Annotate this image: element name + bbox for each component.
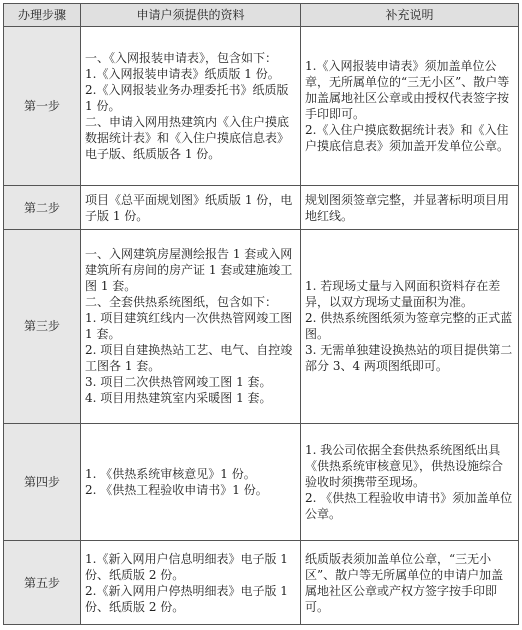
materials-line: 2. 项目自建换热站工艺、电气、自控竣工图各 1 套。 bbox=[85, 343, 293, 374]
step-cell: 第五步 bbox=[4, 541, 81, 625]
materials-line: 一、入网建筑房屋测绘报告 1 套或入网建筑所有房间的房产证 1 套或建施竣工图 1 套。 bbox=[85, 247, 293, 294]
notes-cell bbox=[301, 541, 519, 625]
materials-line: 二、申请入网用热建筑内《入住户摸底数据统计表》和《入住户摸底信息表》电子版、纸质版各 1 份。 bbox=[85, 115, 290, 162]
notes-cell bbox=[301, 27, 519, 186]
table-row bbox=[4, 27, 519, 186]
materials-cell bbox=[81, 27, 301, 186]
materials-cell bbox=[81, 423, 301, 541]
step-cell: 第三步 bbox=[4, 230, 81, 423]
materials-line: 1.《入网报装申请表》纸质版 1 份。 bbox=[85, 67, 280, 82]
notes-line: 2. 《供热工程验收申请书》须加盖单位公章。 bbox=[305, 491, 513, 522]
step-cell: 第一步 bbox=[4, 27, 81, 186]
materials-line: 3. 项目二次供热管网竣工图 1 套。 bbox=[85, 375, 272, 390]
notes-line: 1. 我公司依据全套供热系统图纸出具《供热系统审核意见》，供热设施综合验收时须携带至现场。 bbox=[305, 443, 504, 490]
table-row bbox=[4, 186, 519, 230]
materials-line: 2.《新入网用户停热明细表》电子版 1 份、纸质版 2 份。 bbox=[85, 583, 288, 614]
materials-cell bbox=[81, 541, 301, 625]
materials-cell bbox=[81, 186, 301, 230]
notes-line: 1.《入网报装申请表》须加盖单位公章，无所属单位的“三无小区”、散户等加盖属地社区公章或由授权代表签字按手印即可。 bbox=[305, 59, 510, 122]
notes-line: 2.《入住户摸底数据统计表》和《入住户摸底信息表》须加盖开发单位公章。 bbox=[305, 123, 510, 154]
procedure-table bbox=[3, 3, 519, 625]
materials-cell bbox=[81, 230, 301, 423]
notes-line: 2. 供热系统图纸须为签章完整的正式蓝图。 bbox=[305, 311, 513, 342]
header-notes: 补充说明 bbox=[301, 4, 519, 27]
materials-line: 2. 《供热工程验收申请书》1 份。 bbox=[85, 483, 268, 498]
notes-cell bbox=[301, 230, 519, 423]
materials-line: 1.《新入网用户信息明细表》电子版 1 份、纸质版 2 份。 bbox=[85, 551, 288, 582]
header-materials: 申请户须提供的资料 bbox=[81, 4, 301, 27]
materials-line: 1. 项目建筑红线内一次供热管网竣工图 1 套。 bbox=[85, 311, 293, 342]
table-row bbox=[4, 541, 519, 625]
notes-line: 纸质版表须加盖单位公章，“三无小区”、散户等无所属单位的申请户加盖属地社区公章或产权方签字按手印即可。 bbox=[305, 551, 504, 614]
notes-line: 1. 若现场丈量与入网面积资料存在差异，以双方现场丈量面积为准。 bbox=[305, 279, 501, 310]
table-header-row bbox=[4, 4, 519, 27]
materials-line: 4. 项目用热建筑室内采暖图 1 套。 bbox=[85, 391, 272, 406]
materials-line: 2.《入网报装业务办理委托书》纸质版 1 份。 bbox=[85, 83, 289, 114]
materials-line: 项目《总平面规划图》纸质版 1 份，电子版 1 份。 bbox=[85, 192, 293, 223]
step-cell: 第二步 bbox=[4, 186, 81, 230]
table-row bbox=[4, 423, 519, 541]
notes-line: 规划图须签章完整，并显著标明项目用地红线。 bbox=[305, 192, 510, 223]
notes-line: 3. 无需单独建设换热站的项目提供第二部分 3、4 两项图纸即可。 bbox=[305, 343, 513, 374]
notes-cell bbox=[301, 186, 519, 230]
notes-cell bbox=[301, 423, 519, 541]
materials-line: 一、《入网报装申请表》，包含如下： bbox=[85, 51, 278, 66]
header-step: 办理步骤 bbox=[4, 4, 81, 27]
step-cell: 第四步 bbox=[4, 423, 81, 541]
table-row bbox=[4, 230, 519, 423]
materials-line: 二、全套供热系统图纸，包含如下： bbox=[85, 295, 278, 310]
materials-line: 1. 《供热系统审核意见》1 份。 bbox=[85, 467, 256, 482]
